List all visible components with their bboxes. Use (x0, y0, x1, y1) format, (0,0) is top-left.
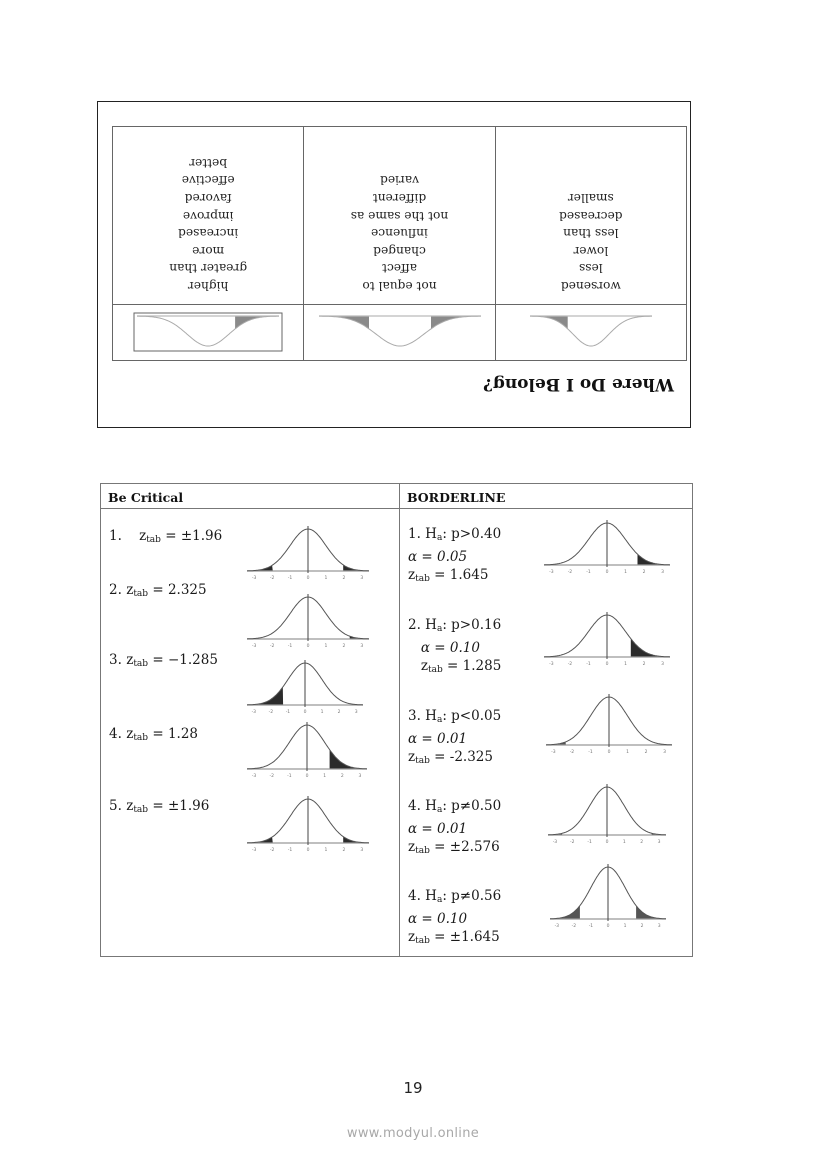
normal-curve-right-tailed-icon (243, 719, 371, 779)
svg-text:0: 0 (606, 924, 610, 929)
svg-text:3: 3 (657, 840, 661, 845)
word-item: worsened (560, 279, 621, 293)
svg-text:-2: -2 (269, 774, 274, 779)
svg-text:1: 1 (624, 570, 627, 575)
curve-cell-two-tailed (304, 305, 495, 361)
svg-text:-1: -1 (586, 570, 591, 575)
svg-text:1: 1 (324, 576, 328, 581)
svg-text:3: 3 (663, 750, 667, 755)
svg-text:-3: -3 (549, 570, 554, 575)
svg-text:-3: -3 (554, 924, 560, 929)
where-do-i-belong-activity (97, 101, 691, 428)
svg-text:-1: -1 (287, 774, 292, 779)
svg-text:2: 2 (640, 840, 644, 845)
word-item: greater than (169, 261, 248, 276)
word-item: different (372, 191, 427, 206)
page-number: 19 (403, 1079, 423, 1097)
svg-text:1: 1 (623, 924, 627, 929)
svg-text:0: 0 (305, 774, 309, 779)
word-item: lower (573, 243, 609, 258)
hypothesis-text: 1. $H_a$: p>0.40 α = 0.05 $z_{tab} = 1.645$ (408, 526, 502, 584)
word-item: favored (184, 191, 232, 206)
word-item: not the same as (350, 208, 449, 223)
word-item: not equal to (362, 279, 437, 293)
svg-text:-3: -3 (551, 750, 556, 755)
word-sort-table (112, 126, 687, 361)
svg-text:3: 3 (657, 924, 661, 929)
svg-text:-2: -2 (567, 570, 573, 575)
normal-curve-two-tailed-icon (243, 523, 373, 581)
word-item: affect (382, 261, 417, 276)
normal-curve-right-tailed-icon (243, 591, 373, 649)
svg-text:1: 1 (324, 848, 328, 853)
svg-text:-2: -2 (569, 750, 575, 755)
svg-text:3: 3 (360, 848, 364, 853)
svg-text:-3: -3 (549, 662, 554, 667)
svg-text:-3: -3 (552, 840, 558, 845)
svg-text:0: 0 (306, 848, 310, 853)
word-item: varied (380, 173, 419, 188)
svg-text:-3: -3 (251, 774, 257, 779)
svg-text:-2: -2 (571, 924, 577, 929)
svg-text:-3: -3 (251, 576, 257, 581)
two-tailed-curve-icon (315, 313, 485, 353)
word-item: decreased (559, 208, 623, 223)
svg-text:2: 2 (342, 644, 346, 649)
critical-value-text: 4. $z_{tab} = 1.28$ (109, 726, 199, 743)
word-item: less than (563, 226, 619, 241)
svg-text:-2: -2 (570, 840, 575, 845)
word-item: improve (182, 208, 234, 223)
word-item: effective (181, 173, 235, 188)
hypothesis-text: 3. $H_a$: p<0.05 α = 0.01 $z_{tab} = -2.325$ (408, 708, 502, 766)
hypothesis-text: 2. $H_a$: p>0.16 α = 0.10 $z_{tab} = 1.285$ (408, 617, 502, 675)
svg-text:-1: -1 (588, 924, 594, 929)
svg-text:2: 2 (342, 848, 346, 853)
word-column-left-tailed (113, 127, 304, 305)
normal-curve-left-tailed-icon (542, 691, 676, 755)
word-item: better (189, 155, 228, 170)
svg-text:-1: -1 (287, 576, 293, 581)
svg-text:1: 1 (624, 662, 627, 667)
word-item: less (579, 261, 603, 276)
svg-text:1: 1 (323, 774, 327, 779)
critical-value-text: 2. $z_{tab} = 2.325$ (109, 582, 207, 599)
critical-value-text: 3. $z_{tab} = -1.285$ (109, 652, 218, 669)
svg-text:2: 2 (644, 750, 648, 755)
curve-cell-right-tailed (495, 305, 686, 361)
svg-text:3: 3 (360, 644, 364, 649)
svg-text:2: 2 (642, 662, 646, 667)
svg-text:0: 0 (303, 710, 307, 715)
svg-text:0: 0 (605, 662, 609, 667)
borderline-column (400, 509, 693, 957)
normal-curve-left-tailed-icon (243, 657, 367, 715)
svg-text:1: 1 (324, 644, 328, 649)
hypothesis-text: 4. $H_a$: p≠0.56 α = 0.10 $z_{tab} = \pm 1.645$ (408, 888, 502, 946)
word-item: smaller (567, 191, 614, 206)
practice-table (100, 483, 693, 957)
svg-text:2: 2 (340, 774, 344, 779)
svg-text:2: 2 (640, 924, 644, 929)
word-item: changed (373, 243, 426, 258)
word-column-right-tailed (495, 127, 686, 305)
svg-text:-1: -1 (285, 710, 291, 715)
svg-text:3: 3 (354, 710, 358, 715)
svg-text:0: 0 (605, 570, 609, 575)
hypothesis-text: 4. $H_a$: p≠0.50 α = 0.01 $z_{tab} = \pm 2.576$ (408, 798, 502, 856)
svg-text:-1: -1 (588, 750, 593, 755)
svg-text:-2: -2 (268, 710, 274, 715)
svg-text:-1: -1 (586, 662, 591, 667)
right-tailed-curve-icon (526, 313, 656, 353)
normal-curve-right-tailed-icon (540, 609, 674, 667)
normal-curve-two-tailed-icon (546, 861, 670, 929)
svg-text:-1: -1 (287, 848, 293, 853)
rotated-content (98, 102, 690, 427)
svg-text:-3: -3 (251, 848, 257, 853)
svg-text:-1: -1 (287, 644, 293, 649)
svg-text:-2: -2 (269, 644, 275, 649)
svg-text:2: 2 (642, 570, 646, 575)
svg-text:3: 3 (661, 662, 665, 667)
svg-text:3: 3 (358, 774, 362, 779)
activity-title: Where Do I Belong? (482, 374, 674, 394)
header-be-critical: Be Critical (101, 484, 400, 509)
normal-curve-two-tailed-icon (544, 781, 670, 845)
svg-text:0: 0 (306, 644, 310, 649)
svg-text:-3: -3 (251, 710, 257, 715)
curve-cell-left-tailed (113, 305, 304, 361)
normal-curve-right-tailed-icon (540, 517, 674, 575)
critical-value-text: 5. $z_{tab} = \pm 1.96$ (109, 798, 210, 815)
word-item: higher (187, 279, 229, 293)
word-item: more (192, 243, 225, 258)
svg-text:2: 2 (342, 576, 346, 581)
svg-text:0: 0 (306, 576, 310, 581)
word-item: influence (371, 226, 428, 241)
watermark: www.modyul.online (346, 1126, 480, 1141)
svg-text:-2: -2 (269, 848, 275, 853)
svg-text:1: 1 (626, 750, 629, 755)
header-borderline: BORDERLINE (400, 484, 693, 509)
svg-text:-3: -3 (251, 644, 257, 649)
svg-text:-1: -1 (587, 840, 592, 845)
critical-value-text: 1. $z_{tab} = \pm 1.96$ (109, 528, 223, 545)
svg-text:-2: -2 (567, 662, 573, 667)
normal-curve-two-tailed-icon (243, 793, 373, 853)
svg-text:0: 0 (607, 750, 611, 755)
svg-text:1: 1 (622, 840, 626, 845)
svg-text:3: 3 (661, 570, 665, 575)
svg-text:-2: -2 (269, 576, 275, 581)
svg-text:0: 0 (605, 840, 609, 845)
svg-text:2: 2 (337, 710, 341, 715)
svg-text:1: 1 (320, 710, 324, 715)
svg-text:3: 3 (360, 576, 364, 581)
word-column-two-tailed (304, 127, 495, 305)
word-item: increased (178, 226, 239, 241)
be-critical-column (101, 509, 400, 957)
left-tailed-curve-icon (133, 313, 283, 353)
